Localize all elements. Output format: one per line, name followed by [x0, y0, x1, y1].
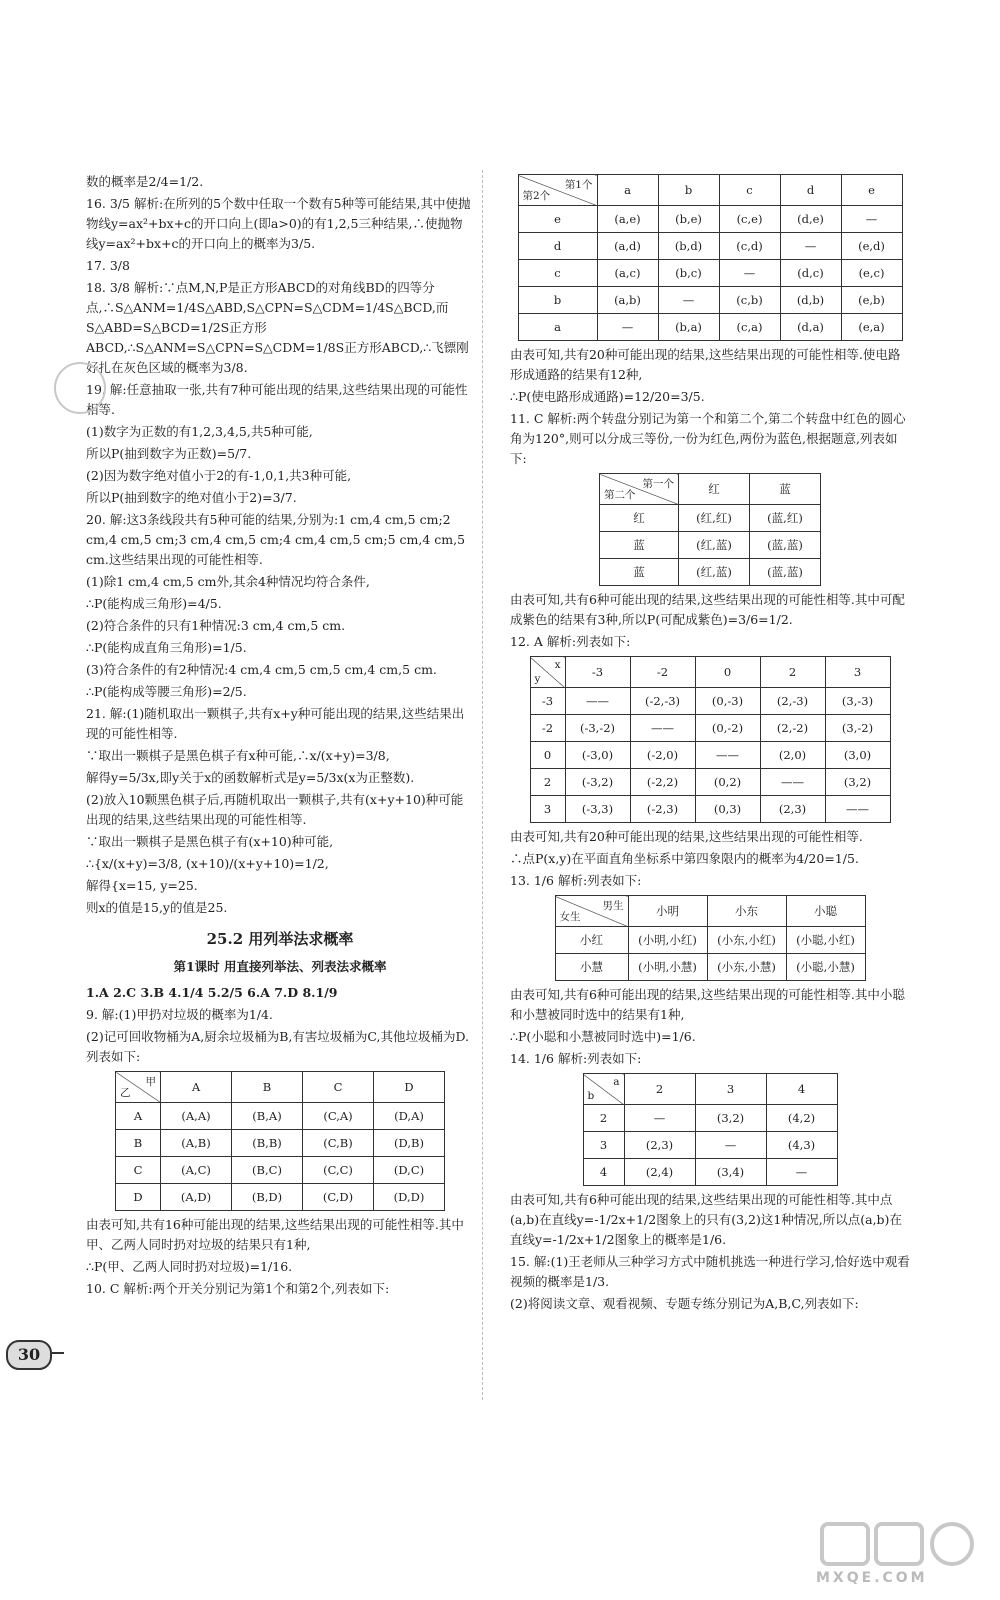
table-cell: —	[658, 287, 719, 314]
text-line: (2)将阅读文章、观看视频、专题专练分别记为A,B,C,列表如下:	[510, 1296, 859, 1311]
table-cell: (红,蓝)	[679, 559, 750, 586]
table-cell: (B,D)	[232, 1184, 303, 1211]
table-cell: (d,e)	[780, 206, 841, 233]
corner-bottom-label: 第二个	[604, 489, 636, 501]
text-line: (2)因为数字绝对值小于2的有-1,0,1,共3种可能,	[86, 468, 352, 483]
table-header-cell: -2	[630, 657, 695, 688]
table-cell: —	[597, 314, 658, 341]
table-header-row	[530, 657, 890, 688]
table-header-cell: d	[780, 175, 841, 206]
corner-top-label: 第1个	[564, 179, 593, 191]
table-row	[600, 505, 821, 532]
table-row-label: 3	[583, 1132, 624, 1159]
table-row	[530, 796, 890, 823]
text-line: ∴P(能构成三角形)=4/5.	[86, 596, 222, 611]
table-q12	[530, 656, 891, 823]
table-cell: (a,e)	[597, 206, 658, 233]
table-row-label: A	[116, 1103, 161, 1130]
table-cell: (-2,-3)	[630, 688, 695, 715]
table-header-row	[518, 175, 902, 206]
text-line: (2)记可回收物桶为A,厨余垃圾桶为B,有害垃圾桶为C,其他垃圾桶为D.列表如下:	[86, 1029, 470, 1064]
table-corner-cell	[518, 175, 597, 206]
table-cell: (B,B)	[232, 1130, 303, 1157]
corner-bottom-label: y	[534, 673, 541, 685]
table-cell: (D,C)	[374, 1157, 445, 1184]
text-line: ∴P(甲、乙两人同时扔对垃圾)=1/16.	[86, 1259, 293, 1274]
table-header-cell: 0	[695, 657, 760, 688]
table-row-label: c	[518, 260, 597, 287]
text-line: 13. 1/6 解析:列表如下:	[510, 873, 642, 888]
table-cell: (-3,0)	[565, 742, 630, 769]
table-row-label: 3	[530, 796, 565, 823]
table-cell: (a,b)	[597, 287, 658, 314]
text-line: 12. A 解析:列表如下:	[510, 634, 631, 649]
table-cell: (D,B)	[374, 1130, 445, 1157]
corner-top-label: 甲	[145, 1076, 156, 1088]
table-header-row	[600, 474, 821, 505]
table-header-cell: 小东	[707, 896, 786, 927]
table-cell: (-2,2)	[630, 769, 695, 796]
table-cell: (蓝,红)	[750, 505, 821, 532]
table-row-label: e	[518, 206, 597, 233]
table-cell: (e,c)	[841, 260, 902, 287]
table-cell: (小明,小慧)	[628, 954, 707, 981]
text-line: 21. 解:(1)随机取出一颗棋子,共有x+y种可能出现的结果,这些结果出现的可能性相等.	[86, 706, 465, 741]
column-divider	[482, 170, 483, 1400]
table-cell: (d,c)	[780, 260, 841, 287]
text-line: 20. 解:这3条线段共有5种可能的结果,分别为:1 cm,4 cm,5 cm;2 cm,4 cm,5 cm;3 cm,4 cm,5 cm;4 cm,4 cm,5 cm;5 cm,4 cm,5 cm.这些结果出现的可能性相等.	[86, 512, 466, 567]
table-cell: (2,0)	[760, 742, 825, 769]
table-cell: (D,A)	[374, 1103, 445, 1130]
table-row	[530, 769, 890, 796]
text-line: ∴P(小聪和小慧被同时选中)=1/6.	[510, 1029, 696, 1044]
table-header-cell: A	[161, 1072, 232, 1103]
table-q11	[599, 473, 821, 586]
table-header-cell: 小聪	[786, 896, 865, 927]
table-cell: —	[780, 233, 841, 260]
table-cell: ——	[565, 688, 630, 715]
table-header-cell: 3	[825, 657, 890, 688]
table-row-label: 小红	[555, 927, 628, 954]
table-row-label: 2	[583, 1105, 624, 1132]
table-header-row	[583, 1074, 837, 1105]
table-header-row	[555, 896, 865, 927]
table-q13	[555, 895, 866, 981]
table-cell: (-3,2)	[565, 769, 630, 796]
table-cell: (小聪,小红)	[786, 927, 865, 954]
text-line: 由表可知,共有20种可能出现的结果,这些结果出现的可能性相等.使电路形成通路的结果有12种,	[510, 347, 901, 382]
table-row-label: B	[116, 1130, 161, 1157]
table-header-cell: B	[232, 1072, 303, 1103]
table-cell: (A,C)	[161, 1157, 232, 1184]
text-line: 数的概率是2/4=1/2.	[86, 174, 204, 189]
table-cell: (-3,-2)	[565, 715, 630, 742]
table-cell: (B,A)	[232, 1103, 303, 1130]
table-row-label: 4	[583, 1159, 624, 1186]
table-cell: (a,c)	[597, 260, 658, 287]
corner-top-label: 第一个	[642, 478, 674, 490]
corner-top-label: x	[554, 659, 561, 671]
answers-line: 1.A 2.C 3.B 4.1/4 5.2/5 6.A 7.D 8.1/9	[86, 985, 338, 1000]
table-row-label: C	[116, 1157, 161, 1184]
table-cell: (0,-2)	[695, 715, 760, 742]
text-line: ∴P(能构成直角三角形)=1/5.	[86, 640, 247, 655]
table-cell: (c,e)	[719, 206, 780, 233]
table-row-label: D	[116, 1184, 161, 1211]
table-row-label: 小慧	[555, 954, 628, 981]
table-cell: (-3,3)	[565, 796, 630, 823]
text-line: 由表可知,共有6种可能出现的结果,这些结果出现的可能性相等.其中可配成紫色的结果有3种,所以P(可配成紫色)=3/6=1/2.	[510, 592, 905, 627]
table-cell: (2,3)	[760, 796, 825, 823]
text-line: 由表可知,共有20种可能出现的结果,这些结果出现的可能性相等.	[510, 829, 863, 844]
table-row-label: -2	[530, 715, 565, 742]
table-header-cell: 红	[679, 474, 750, 505]
table-corner-cell	[583, 1074, 624, 1105]
text-line: ∵取出一颗棋子是黑色棋子有(x+10)种可能,	[86, 834, 334, 849]
table-cell: (b,e)	[658, 206, 719, 233]
table-header-cell: C	[303, 1072, 374, 1103]
table-cell: (b,a)	[658, 314, 719, 341]
table-cell: (3,2)	[825, 769, 890, 796]
text-line: ∴{x/(x+y)=3/8, (x+10)/(x+y+10)=1/2,	[86, 856, 329, 871]
table-cell: (c,d)	[719, 233, 780, 260]
table-row	[530, 715, 890, 742]
table-row	[600, 559, 821, 586]
table-row	[555, 927, 865, 954]
table-row	[116, 1157, 445, 1184]
table-cell: (C,A)	[303, 1103, 374, 1130]
table-row	[518, 314, 902, 341]
section-subtitle: 第1课时 用直接列举法、列表法求概率	[173, 959, 387, 974]
table-cell: (4,3)	[766, 1132, 837, 1159]
corner-top-label: a	[613, 1076, 620, 1088]
text-line: 18. 3/8 解析:∵点M,N,P是正方形ABCD的对角线BD的四等分点,∴S△ANM=1/4S△ABD,S△CPN=S△CDM=1/4S△BCD,而S△ABD=S△BCD=1/2S正方形ABCD,∴S△ANM=S△CPN=S△CDM=1/8S正方形ABCD,∴飞镖刚好扎在灰色区域的概率为3/8.	[86, 280, 469, 375]
table-cell: (小东,小慧)	[707, 954, 786, 981]
table-header-cell: 小明	[628, 896, 707, 927]
table-corner-cell	[555, 896, 628, 927]
table-cell: (D,D)	[374, 1184, 445, 1211]
table-row-label: 红	[600, 505, 679, 532]
table-cell: (b,d)	[658, 233, 719, 260]
text-line: 解得y=5/3x,即y关于x的函数解析式是y=5/3x(x为正整数).	[86, 770, 415, 785]
site-logo-text: MXQE.COM	[816, 1570, 928, 1586]
table-cell: (2,3)	[624, 1132, 695, 1159]
text-line: 10. C 解析:两个开关分别记为第1个和第2个,列表如下:	[86, 1281, 390, 1296]
table-cell: (a,d)	[597, 233, 658, 260]
table-corner-cell	[600, 474, 679, 505]
text-line: 所以P(抽到数字的绝对值小于2)=3/7.	[86, 490, 297, 505]
table-row	[518, 233, 902, 260]
text-line: 19. 解:任意抽取一张,共有7种可能出现的结果,这些结果出现的可能性相等.	[86, 382, 468, 417]
table-cell: (0,2)	[695, 769, 760, 796]
table-row-label: 2	[530, 769, 565, 796]
table-header-cell: 2	[624, 1074, 695, 1105]
text-line: 由表可知,共有6种可能出现的结果,这些结果出现的可能性相等.其中小聪和小慧被同时选中的结果有1种,	[510, 987, 905, 1022]
table-row	[583, 1105, 837, 1132]
table-header-cell: 蓝	[750, 474, 821, 505]
table-cell: (C,D)	[303, 1184, 374, 1211]
table-cell: (e,d)	[841, 233, 902, 260]
table-cell: —	[719, 260, 780, 287]
table-row	[518, 287, 902, 314]
table-cell: (0,-3)	[695, 688, 760, 715]
table-cell: (C,C)	[303, 1157, 374, 1184]
table-q10	[518, 174, 903, 341]
text-line: ∵取出一颗棋子是黑色棋子有x种可能,∴x/(x+y)=3/8,	[86, 748, 390, 763]
table-cell: (-2,3)	[630, 796, 695, 823]
table-cell: —	[766, 1159, 837, 1186]
table-cell: (A,B)	[161, 1130, 232, 1157]
table-cell: (e,b)	[841, 287, 902, 314]
table-row	[518, 260, 902, 287]
table-row	[116, 1130, 445, 1157]
table-cell: ——	[760, 769, 825, 796]
table-cell: ——	[695, 742, 760, 769]
table-cell: (小聪,小慧)	[786, 954, 865, 981]
table-row-label: d	[518, 233, 597, 260]
text-line: (1)数字为正数的有1,2,3,4,5,共5种可能,	[86, 424, 313, 439]
page-number: 30	[6, 1340, 52, 1370]
table-cell: (3,-2)	[825, 715, 890, 742]
text-line: 解得{x=15, y=25.	[86, 878, 198, 893]
table-cell: (小东,小红)	[707, 927, 786, 954]
table-cell: (3,-3)	[825, 688, 890, 715]
table-row-label: a	[518, 314, 597, 341]
text-line: ∴P(能构成等腰三角形)=2/5.	[86, 684, 247, 699]
text-line: 11. C 解析:两个转盘分别记为第一个和第二个,第二个转盘中红色的圆心角为120°,则可以分成三等份,一份为红色,两份为蓝色,根据题意,列表如下:	[510, 411, 906, 466]
table-cell: (-2,0)	[630, 742, 695, 769]
table-cell: (红,蓝)	[679, 532, 750, 559]
table-header-cell: c	[719, 175, 780, 206]
table-cell: (2,-2)	[760, 715, 825, 742]
text-line: (2)符合条件的只有1种情况:3 cm,4 cm,5 cm.	[86, 618, 346, 633]
table-row	[600, 532, 821, 559]
table-row-label: -3	[530, 688, 565, 715]
text-line: 由表可知,共有6种可能出现的结果,这些结果出现的可能性相等.其中点(a,b)在直线y=-1/2x+1/2图象上的只有(3,2)这1种情况,所以点(a,b)在直线y=-1/2x+1/2图象上的概率是1/6.	[510, 1192, 902, 1247]
table-cell: (c,a)	[719, 314, 780, 341]
table-cell: (d,b)	[780, 287, 841, 314]
table-header-cell: a	[597, 175, 658, 206]
table-row	[518, 206, 902, 233]
text-line: 则x的值是15,y的值是25.	[86, 900, 228, 915]
table-cell: (B,C)	[232, 1157, 303, 1184]
table-cell: (A,D)	[161, 1184, 232, 1211]
table-cell: (蓝,蓝)	[750, 559, 821, 586]
table-header-cell: 4	[766, 1074, 837, 1105]
text-line: ∴P(使电路形成通路)=12/20=3/5.	[510, 389, 705, 404]
table-cell: ——	[825, 796, 890, 823]
table-cell: (3,0)	[825, 742, 890, 769]
table-cell: (c,b)	[719, 287, 780, 314]
table-row	[116, 1184, 445, 1211]
table-cell: (2,4)	[624, 1159, 695, 1186]
table-cell: (2,-3)	[760, 688, 825, 715]
table-cell: (3,4)	[695, 1159, 766, 1186]
table-header-cell: 2	[760, 657, 825, 688]
table-cell: (e,a)	[841, 314, 902, 341]
table-cell: —	[624, 1105, 695, 1132]
text-line: 14. 1/6 解析:列表如下:	[510, 1051, 642, 1066]
corner-bottom-label: b	[587, 1090, 595, 1102]
table-cell: (A,A)	[161, 1103, 232, 1130]
text-line: 16. 3/5 解析:在所列的5个数中任取一个数有5种等可能结果,其中使抛物线y=ax²+bx+c的开口向上(即a>0)的有1,2,5三种结果,∴使抛物线y=ax²+bx+c的开口向上的概率为3/5.	[86, 196, 471, 251]
corner-top-label: 男生	[602, 900, 624, 912]
table-cell: (蓝,蓝)	[750, 532, 821, 559]
text-line: (1)除1 cm,4 cm,5 cm外,其余4种情况均符合条件,	[86, 574, 370, 589]
table-corner-cell	[530, 657, 565, 688]
text-line: 15. 解:(1)王老师从三种学习方式中随机挑选一种进行学习,恰好选中观看视频的概率是1/3.	[510, 1254, 910, 1289]
table-header-cell: b	[658, 175, 719, 206]
text-line: 9. 解:(1)甲扔对垃圾的概率为1/4.	[86, 1007, 273, 1022]
table-row-label: 蓝	[600, 559, 679, 586]
table-cell: (C,B)	[303, 1130, 374, 1157]
page-number-dash	[52, 1352, 64, 1354]
table-q9	[115, 1071, 445, 1211]
table-cell: (d,a)	[780, 314, 841, 341]
corner-bottom-label: 第2个	[522, 190, 551, 202]
table-cell: (b,c)	[658, 260, 719, 287]
table-cell: (0,3)	[695, 796, 760, 823]
table-header-cell: 3	[695, 1074, 766, 1105]
table-cell: —	[841, 206, 902, 233]
corner-bottom-label: 女生	[559, 911, 581, 923]
table-cell: (小明,小红)	[628, 927, 707, 954]
text-line: ∴点P(x,y)在平面直角坐标系中第四象限内的概率为4/20=1/5.	[510, 851, 859, 866]
table-header-cell: e	[841, 175, 902, 206]
section-title: 25.2 用列举法求概率	[206, 930, 354, 948]
table-corner-cell	[116, 1072, 161, 1103]
left-text-block	[86, 172, 474, 918]
text-line: (3)符合条件的有2种情况:4 cm,4 cm,5 cm,5 cm,4 cm,5 cm.	[86, 662, 437, 677]
table-row	[530, 688, 890, 715]
table-row-label: 蓝	[600, 532, 679, 559]
table-row	[116, 1103, 445, 1130]
text-line: 17. 3/8	[86, 258, 130, 273]
table-row-label: b	[518, 287, 597, 314]
table-cell: ——	[630, 715, 695, 742]
table-cell: (3,2)	[695, 1105, 766, 1132]
text-line: 所以P(抽到数字为正数)=5/7.	[86, 446, 252, 461]
table-cell: (红,红)	[679, 505, 750, 532]
text-line: (2)放入10颗黑色棋子后,再随机取出一颗棋子,共有(x+y+10)种可能出现的结果,这些结果出现的可能性相等.	[86, 792, 464, 827]
table-header-row	[116, 1072, 445, 1103]
table-header-cell: -3	[565, 657, 630, 688]
table-cell: (4,2)	[766, 1105, 837, 1132]
table-row	[530, 742, 890, 769]
stamp-seal	[54, 362, 106, 414]
table-cell: —	[695, 1132, 766, 1159]
corner-bottom-label: 乙	[120, 1087, 131, 1099]
table-row	[555, 954, 865, 981]
table-row-label: 0	[530, 742, 565, 769]
left-column	[86, 170, 474, 1301]
table-header-cell: D	[374, 1072, 445, 1103]
text-line: 由表可知,共有16种可能出现的结果,这些结果出现的可能性相等.其中甲、乙两人同时扔对垃圾的结果只有1种,	[86, 1217, 464, 1252]
